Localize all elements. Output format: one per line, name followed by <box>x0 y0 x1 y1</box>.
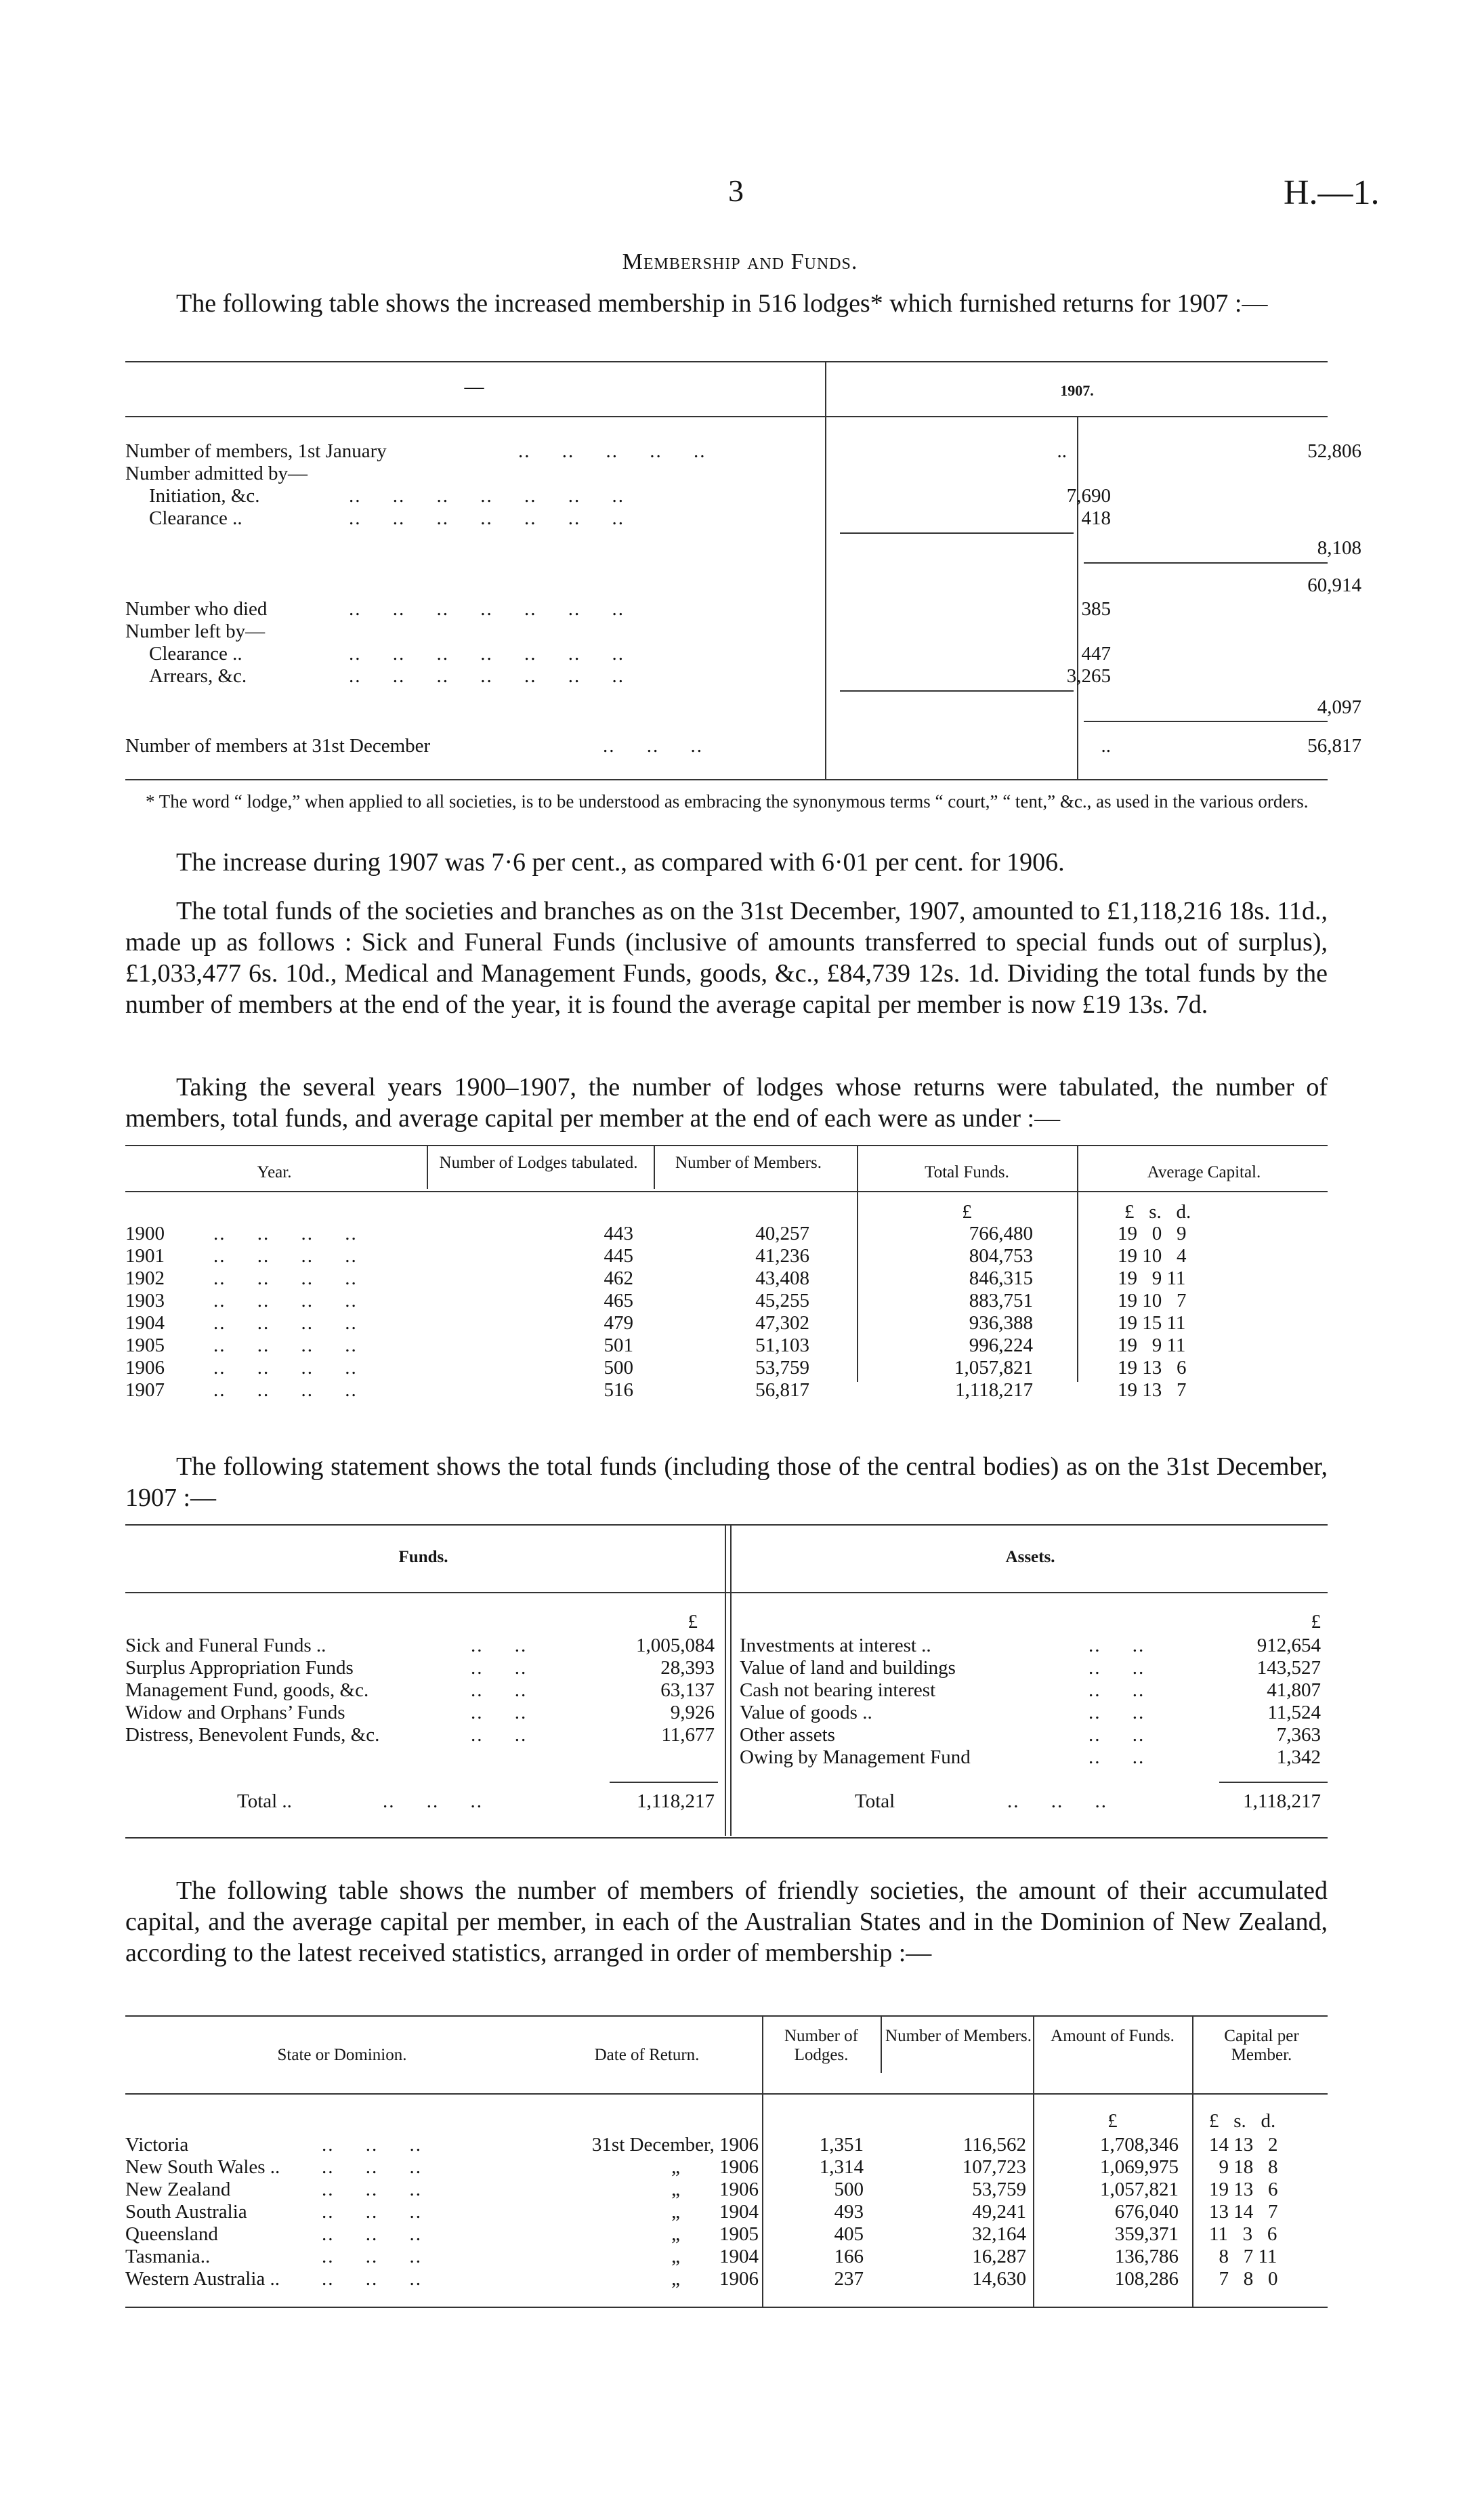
state-funds: 108,286 <box>1114 2268 1179 2290</box>
membership-subtotal: 4,097 <box>1317 696 1361 718</box>
fund-row <box>125 1724 721 1746</box>
year-cell: 1900 <box>125 1223 165 1244</box>
states-header-date: Date of Return. <box>594 2046 700 2064</box>
funds-cell: 1,118,217 <box>955 1379 1033 1401</box>
assets-total-value: 1,118,217 <box>1243 1790 1321 1812</box>
state-name: Victoria <box>125 2134 189 2156</box>
row-value-a: 418 <box>1081 507 1111 529</box>
membership-row <box>125 463 308 485</box>
row-value-a: 3,265 <box>1066 665 1111 687</box>
state-funds: 1,057,821 <box>1100 2179 1179 2200</box>
members-cell: 40,257 <box>755 1223 809 1244</box>
leader-dots: .. .. .. <box>322 2179 422 2200</box>
asset-row <box>740 1679 1328 1702</box>
leader-dots: .. .. <box>471 1635 528 1656</box>
lodges-cell: 445 <box>604 1245 633 1267</box>
state-lodges: 500 <box>834 2179 864 2200</box>
lodges-cell: 443 <box>604 1223 633 1244</box>
state-date: „ 1904 <box>671 2201 759 2223</box>
state-members: 16,287 <box>972 2246 1026 2267</box>
membership-row <box>125 643 1328 666</box>
funds-cell: 766,480 <box>969 1223 1033 1244</box>
membership-row <box>125 621 265 643</box>
year-cell: 1902 <box>125 1267 165 1289</box>
row-label: Clearance .. <box>149 643 242 665</box>
capital-cell: 19 0 9 <box>1118 1223 1187 1244</box>
lodges-cell: 462 <box>604 1267 633 1289</box>
leader-dots: .. .. .. .. .. .. .. <box>349 485 625 507</box>
years-header-members: Number of Members. <box>675 1154 822 1172</box>
asset-value: 41,807 <box>1267 1679 1321 1701</box>
row-label: Number of members at 31st December <box>125 735 431 757</box>
assets-unit: £ <box>1311 1611 1321 1633</box>
row-label: Number of members, 1st January <box>125 440 387 462</box>
fund-value: 11,677 <box>661 1724 715 1746</box>
state-members: 49,241 <box>972 2201 1026 2223</box>
year-row <box>125 1312 1328 1335</box>
state-lodges: 493 <box>834 2201 864 2223</box>
state-members: 14,630 <box>972 2268 1026 2290</box>
lodges-cell: 465 <box>604 1290 633 1311</box>
fund-row <box>125 1702 721 1724</box>
leader-dots: .. .. .. .. <box>213 1267 358 1289</box>
asset-value: 143,527 <box>1256 1657 1321 1679</box>
years-header-funds: Total Funds. <box>925 1163 1009 1181</box>
year-row <box>125 1379 1328 1402</box>
leader-dots: .. .. <box>1088 1724 1145 1746</box>
asset-value: 11,524 <box>1267 1702 1321 1723</box>
capital-cell: 19 10 4 <box>1118 1245 1187 1267</box>
membership-row <box>125 735 1361 758</box>
page-number: 3 <box>728 173 744 208</box>
fund-value: 1,005,084 <box>636 1635 715 1656</box>
state-row <box>125 2156 1328 2179</box>
state-date: „ 1906 <box>671 2179 759 2200</box>
row-label: Number admitted by— <box>125 463 308 484</box>
leader-dots: .. .. .. .. <box>213 1379 358 1401</box>
state-funds: 676,040 <box>1114 2201 1179 2223</box>
row-value-b: 56,817 <box>1307 735 1361 757</box>
members-cell: 43,408 <box>755 1267 809 1289</box>
leader-dots: .. .. .. .. .. .. .. <box>349 643 625 665</box>
asset-label: Other assets <box>740 1724 835 1746</box>
leader-dots: .. .. .. .. <box>213 1223 358 1244</box>
state-name: Tasmania.. <box>125 2246 211 2267</box>
funds-cell: 846,315 <box>969 1267 1033 1289</box>
row-value-b: 52,806 <box>1307 440 1361 462</box>
year-cell: 1906 <box>125 1357 165 1379</box>
state-lodges: 1,351 <box>819 2134 864 2156</box>
leader-dots: .. .. <box>471 1724 528 1746</box>
state-name: New Zealand <box>125 2179 231 2200</box>
state-row <box>125 2223 1328 2246</box>
leader-dots: .. .. .. .. <box>213 1357 358 1379</box>
leader-dots: .. .. .. .. .. .. .. <box>349 665 625 687</box>
state-members: 107,723 <box>962 2156 1026 2178</box>
state-capital: 14 13 2 <box>1209 2134 1278 2156</box>
asset-row <box>740 1746 1328 1769</box>
state-date: „ 1906 <box>671 2268 759 2290</box>
state-date: „ 1905 <box>671 2223 759 2245</box>
members-cell: 53,759 <box>755 1357 809 1379</box>
leader-dots: .. .. .. .. <box>213 1290 358 1311</box>
document-code: H.—1. <box>1284 173 1380 212</box>
years-paragraph: Taking the several years 1900–1907, the number of lodges whose returns were tabulated, the number of members, total funds, and average capital per member at the end of each were as under :— <box>125 1073 1328 1133</box>
membership-row <box>125 665 1328 688</box>
funds-cell: 996,224 <box>969 1335 1033 1356</box>
states-header-lodges: Number of Lodges. <box>784 2027 858 2064</box>
year-row <box>125 1223 1328 1245</box>
year-row <box>125 1335 1328 1357</box>
state-name: New South Wales .. <box>125 2156 280 2178</box>
state-capital: 19 13 6 <box>1209 2179 1278 2200</box>
leader-dots: .. .. .. <box>383 1790 483 1812</box>
funds-total-value: 1,118,217 <box>637 1790 715 1812</box>
leader-dots: .. .. .. .. .. .. .. <box>349 507 625 529</box>
state-row <box>125 2134 1328 2156</box>
fund-value: 63,137 <box>660 1679 715 1701</box>
fund-row <box>125 1679 721 1702</box>
members-cell: 41,236 <box>755 1245 809 1267</box>
leader-dots: .. .. .. .. .. <box>518 440 706 462</box>
asset-row <box>740 1702 1328 1724</box>
state-lodges: 166 <box>834 2246 864 2267</box>
members-cell: 56,817 <box>755 1379 809 1401</box>
state-capital: 7 8 0 <box>1209 2268 1278 2290</box>
state-members: 32,164 <box>972 2223 1026 2245</box>
year-cell: 1907 <box>125 1379 165 1401</box>
leader-dots: .. .. <box>471 1657 528 1679</box>
fund-row <box>125 1657 721 1679</box>
years-header-year: Year. <box>257 1163 292 1181</box>
state-date: „ 1906 <box>671 2156 759 2178</box>
state-date: „ 1904 <box>671 2246 759 2267</box>
year-cell: 1904 <box>125 1312 165 1334</box>
asset-value: 912,654 <box>1256 1635 1321 1656</box>
states-capital-unit: £ s. d. <box>1209 2110 1276 2132</box>
asset-label: Investments at interest .. <box>740 1635 931 1656</box>
state-members: 116,562 <box>963 2134 1026 2156</box>
leader-dots: .. .. .. <box>322 2223 422 2245</box>
capital-cell: 19 13 7 <box>1118 1379 1187 1401</box>
states-header-capital: Capital per Member. <box>1224 2027 1299 2064</box>
leader-dots: .. .. .. <box>1007 1790 1107 1812</box>
section-title: Membership and Funds. <box>622 249 858 274</box>
capital-cell: 19 10 7 <box>1118 1290 1187 1311</box>
asset-value: 1,342 <box>1276 1746 1321 1768</box>
year-row <box>125 1290 1328 1312</box>
funds-cell: 804,753 <box>969 1245 1033 1267</box>
membership-col-year: 1907. <box>1060 382 1094 399</box>
leader-dots: .. .. .. .. <box>213 1312 358 1334</box>
row-label: Clearance .. <box>149 507 242 529</box>
asset-value: 7,363 <box>1276 1724 1321 1746</box>
membership-row <box>125 507 1328 530</box>
statement-paragraph: The following statement shows the total funds (including those of the central bodies) as on the 31st December, 1907 :— <box>125 1452 1328 1512</box>
fund-value: 9,926 <box>670 1702 715 1723</box>
year-row <box>125 1267 1328 1290</box>
states-header-members: Number of Members. <box>885 2027 1032 2045</box>
state-capital: 8 7 11 <box>1209 2246 1277 2267</box>
leader-dots: .. .. .. <box>322 2246 422 2267</box>
increase-paragraph: The increase during 1907 was 7·6 per cent., as compared with 6·01 per cent. for 1906. <box>176 848 1065 877</box>
state-row <box>125 2201 1328 2223</box>
members-cell: 51,103 <box>755 1335 809 1356</box>
state-funds: 1,708,346 <box>1100 2134 1179 2156</box>
members-cell: 47,302 <box>755 1312 809 1334</box>
years-header-lodges: Number of Lodges tabulated. <box>439 1154 638 1172</box>
state-row <box>125 2179 1328 2201</box>
asset-row <box>740 1635 1328 1657</box>
fund-value: 28,393 <box>660 1657 715 1679</box>
fund-label: Sick and Funeral Funds .. <box>125 1635 326 1656</box>
row-label: Number who died <box>125 598 268 620</box>
membership-row <box>125 440 1361 463</box>
funds-paragraph: The total funds of the societies and branches as on the 31st December, 1907, amounted to £1,118,216 18s. 11d., made up as follows : Sick and Funeral Funds (inclusive of amounts transferred to special funds out of surplus), £1,033,477 6s. 10d., Medical and Management Funds, goods, &c., £84,739 12s. 1d. Dividing the total funds by the number of members at the end of the year, it is found the average capital per member is now £19 13s. 7d. <box>125 897 1328 1019</box>
states-paragraph: The following table shows the number of members of friendly societies, the amount of their accumulated capital, and the average capital per member, in each of the Australian States and in the Dominion of New Zealand, according to the latest received statistics, arranged in order of membership :— <box>125 1876 1328 1967</box>
fund-row <box>125 1635 721 1657</box>
row-label: Arrears, &c. <box>149 665 247 687</box>
leader-dots: .. .. .. <box>322 2201 422 2223</box>
year-cell: 1903 <box>125 1290 165 1311</box>
leader-dots: .. .. <box>471 1679 528 1701</box>
lodges-cell: 479 <box>604 1312 633 1334</box>
state-capital: 9 18 8 <box>1209 2156 1278 2178</box>
year-row <box>125 1357 1328 1379</box>
leader-dots: .. .. <box>1088 1635 1145 1656</box>
leader-dots: .. .. .. .. <box>213 1335 358 1356</box>
leader-dots: .. .. .. .. <box>213 1245 358 1267</box>
lodges-cell: 516 <box>604 1379 633 1401</box>
members-cell: 45,255 <box>755 1290 809 1311</box>
leader-dots: .. .. .. <box>322 2156 422 2178</box>
funds-unit: £ <box>962 1201 972 1223</box>
states-header-state: State or Dominion. <box>277 2046 407 2064</box>
fund-label: Surplus Appropriation Funds <box>125 1657 354 1679</box>
footnote: * The word “ lodge,” when applied to all societies, is to be understood as embracing the synonymous terms “ court,” “ tent,” &c., as used in the various orders. <box>146 791 1309 812</box>
leader-dots: .. .. <box>471 1702 528 1723</box>
leader-dots: .. .. .. .. .. .. .. <box>349 598 625 620</box>
state-name: Western Australia .. <box>125 2268 280 2290</box>
assets-header: Assets. <box>1005 1548 1055 1566</box>
capital-cell: 19 13 6 <box>1118 1357 1187 1379</box>
leader-dots: .. .. .. <box>322 2134 422 2156</box>
lodges-cell: 501 <box>604 1335 633 1356</box>
years-header-capital: Average Capital. <box>1147 1163 1261 1181</box>
capital-cell: 19 9 11 <box>1118 1335 1186 1356</box>
leader-dots: .. .. .. <box>322 2268 422 2290</box>
capital-unit: £ s. d. <box>1124 1201 1191 1223</box>
state-capital: 11 3 6 <box>1209 2223 1277 2245</box>
funds-cell: 936,388 <box>969 1312 1033 1334</box>
state-name: South Australia <box>125 2201 247 2223</box>
state-row <box>125 2246 1328 2268</box>
row-value-a: .. <box>1057 440 1067 462</box>
membership-col-left: — <box>464 376 484 398</box>
year-cell: 1901 <box>125 1245 165 1267</box>
asset-label: Cash not bearing interest <box>740 1679 936 1701</box>
intro-paragraph: The following table shows the increased membership in 516 lodges* which furnished returns for 1907 :— <box>176 289 1268 318</box>
asset-label: Owing by Management Fund <box>740 1746 971 1768</box>
funds-cell: 1,057,821 <box>954 1357 1033 1379</box>
capital-cell: 19 15 11 <box>1118 1312 1186 1334</box>
membership-row <box>125 485 1328 508</box>
row-value-a: .. <box>1101 735 1111 757</box>
assets-total-row <box>733 1790 1328 1813</box>
row-label: Number left by— <box>125 621 266 642</box>
state-date: 31st December, 1906 <box>591 2134 759 2156</box>
row-value-a: 385 <box>1081 598 1111 620</box>
row-value-a: 447 <box>1081 643 1111 665</box>
states-funds-unit: £ <box>1107 2110 1118 2132</box>
state-lodges: 1,314 <box>819 2156 864 2178</box>
membership-row <box>125 598 1328 621</box>
leader-dots: .. .. .. <box>603 735 703 757</box>
state-lodges: 237 <box>834 2268 864 2290</box>
state-members: 53,759 <box>972 2179 1026 2200</box>
funds-cell: 883,751 <box>969 1290 1033 1311</box>
funds-header: Funds. <box>398 1548 448 1566</box>
leader-dots: .. .. <box>1088 1679 1145 1701</box>
asset-label: Value of goods .. <box>740 1702 872 1723</box>
state-capital: 13 14 7 <box>1209 2201 1278 2223</box>
state-funds: 136,786 <box>1114 2246 1179 2267</box>
state-name: Queensland <box>125 2223 218 2245</box>
lodges-cell: 500 <box>604 1357 633 1379</box>
fund-label: Distress, Benevolent Funds, &c. <box>125 1724 380 1746</box>
fund-label: Management Fund, goods, &c. <box>125 1679 369 1701</box>
state-lodges: 405 <box>834 2223 864 2245</box>
state-row <box>125 2268 1328 2290</box>
leader-dots: .. .. <box>1088 1702 1145 1723</box>
membership-subtotal: 8,108 <box>1317 537 1361 559</box>
capital-cell: 19 9 11 <box>1118 1267 1186 1289</box>
leader-dots: .. .. <box>1088 1657 1145 1679</box>
row-label: Initiation, &c. <box>149 485 260 507</box>
leader-dots: .. .. <box>1088 1746 1145 1768</box>
year-row <box>125 1245 1328 1267</box>
state-funds: 359,371 <box>1114 2223 1179 2245</box>
asset-label: Value of land and buildings <box>740 1657 956 1679</box>
year-cell: 1905 <box>125 1335 165 1356</box>
state-funds: 1,069,975 <box>1100 2156 1179 2178</box>
assets-total-label: Total <box>855 1790 895 1812</box>
fund-label: Widow and Orphans’ Funds <box>125 1702 345 1723</box>
membership-subtotal: 60,914 <box>1307 574 1361 596</box>
funds-total-row <box>125 1790 721 1813</box>
states-header-funds: Amount of Funds. <box>1051 2027 1175 2045</box>
asset-row <box>740 1724 1328 1746</box>
asset-row <box>740 1657 1328 1679</box>
funds-unit: £ <box>688 1611 698 1633</box>
row-value-a: 7,690 <box>1066 485 1111 507</box>
funds-total-label: Total .. <box>237 1790 292 1812</box>
